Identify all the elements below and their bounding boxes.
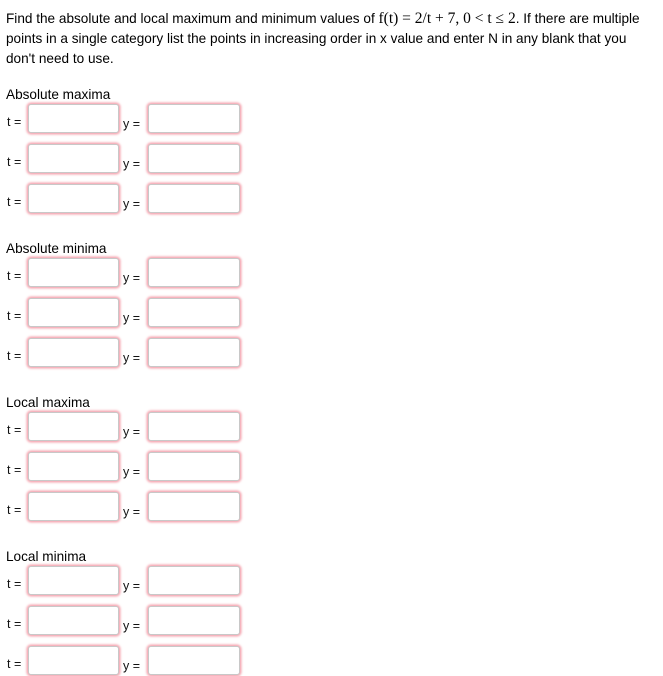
absolute-max-y-input-1[interactable] (148, 104, 240, 133)
local-min-y-input-1[interactable] (148, 566, 240, 595)
problem-statement (6, 9, 658, 69)
problem-text-after: . If there are multiple points in a single category list the points in increasing order in x value and enter N in any blank that you don't need to use. (6, 11, 640, 66)
y-label: y = (123, 619, 141, 633)
t-label: t = (7, 577, 22, 591)
y-label: y = (123, 271, 141, 285)
absolute-min-t-input-1[interactable] (28, 258, 119, 287)
absolute-min-t-input-2[interactable] (28, 298, 119, 327)
local-max-t-input-2[interactable] (28, 452, 119, 481)
answer-row (0, 492, 663, 522)
y-label: y = (123, 157, 141, 171)
section-title-local-maxima: Local maxima (6, 395, 90, 410)
absolute-min-y-input-3[interactable] (148, 338, 240, 367)
absolute-min-y-input-2[interactable] (148, 298, 240, 327)
problem-text-before: Find the absolute and local maximum and minimum values of (6, 11, 379, 26)
answer-row (0, 412, 663, 442)
absolute-max-y-input-2[interactable] (148, 144, 240, 173)
section-title-local-minima: Local minima (6, 549, 87, 564)
y-label: y = (123, 311, 141, 325)
t-label: t = (7, 195, 22, 209)
t-label: t = (7, 463, 22, 477)
local-max-t-input-1[interactable] (28, 412, 119, 441)
local-max-y-input-3[interactable] (148, 492, 240, 521)
y-label: y = (123, 465, 141, 479)
t-label: t = (7, 503, 22, 517)
local-min-t-input-2[interactable] (28, 606, 119, 635)
y-label: y = (123, 197, 141, 211)
local-min-y-input-2[interactable] (148, 606, 240, 635)
y-label: y = (123, 659, 141, 673)
absolute-min-y-input-1[interactable] (148, 258, 240, 287)
answer-row (0, 104, 663, 134)
local-min-t-input-3[interactable] (28, 646, 119, 675)
absolute-max-t-input-1[interactable] (28, 104, 119, 133)
t-label: t = (7, 115, 22, 129)
answer-row (0, 184, 663, 214)
y-label: y = (123, 505, 141, 519)
y-label: y = (123, 579, 141, 593)
answer-row (0, 338, 663, 368)
t-label: t = (7, 423, 22, 437)
y-label: y = (123, 351, 141, 365)
local-max-t-input-3[interactable] (28, 492, 119, 521)
local-max-y-input-2[interactable] (148, 452, 240, 481)
absolute-min-t-input-3[interactable] (28, 338, 119, 367)
t-label: t = (7, 349, 22, 363)
t-label: t = (7, 269, 22, 283)
answer-row (0, 452, 663, 482)
t-label: t = (7, 309, 22, 323)
answer-row (0, 258, 663, 288)
t-label: t = (7, 155, 22, 169)
y-label: y = (123, 117, 141, 131)
answer-row (0, 298, 663, 328)
y-label: y = (123, 425, 141, 439)
t-label: t = (7, 617, 22, 631)
local-max-y-input-1[interactable] (148, 412, 240, 441)
answer-row (0, 606, 663, 636)
local-min-t-input-1[interactable] (28, 566, 119, 595)
section-title-absolute-minima: Absolute minima (6, 241, 107, 256)
absolute-max-t-input-2[interactable] (28, 144, 119, 173)
local-min-y-input-3[interactable] (148, 646, 240, 675)
absolute-max-t-input-3[interactable] (28, 184, 119, 213)
t-label: t = (7, 657, 22, 671)
section-title-absolute-maxima: Absolute maxima (6, 87, 111, 102)
answer-row (0, 646, 663, 676)
absolute-max-y-input-3[interactable] (148, 184, 240, 213)
function-expression: f(t) = 2/t + 7, 0 < t ≤ 2 (378, 10, 516, 27)
answer-row (0, 566, 663, 596)
answer-row (0, 144, 663, 174)
